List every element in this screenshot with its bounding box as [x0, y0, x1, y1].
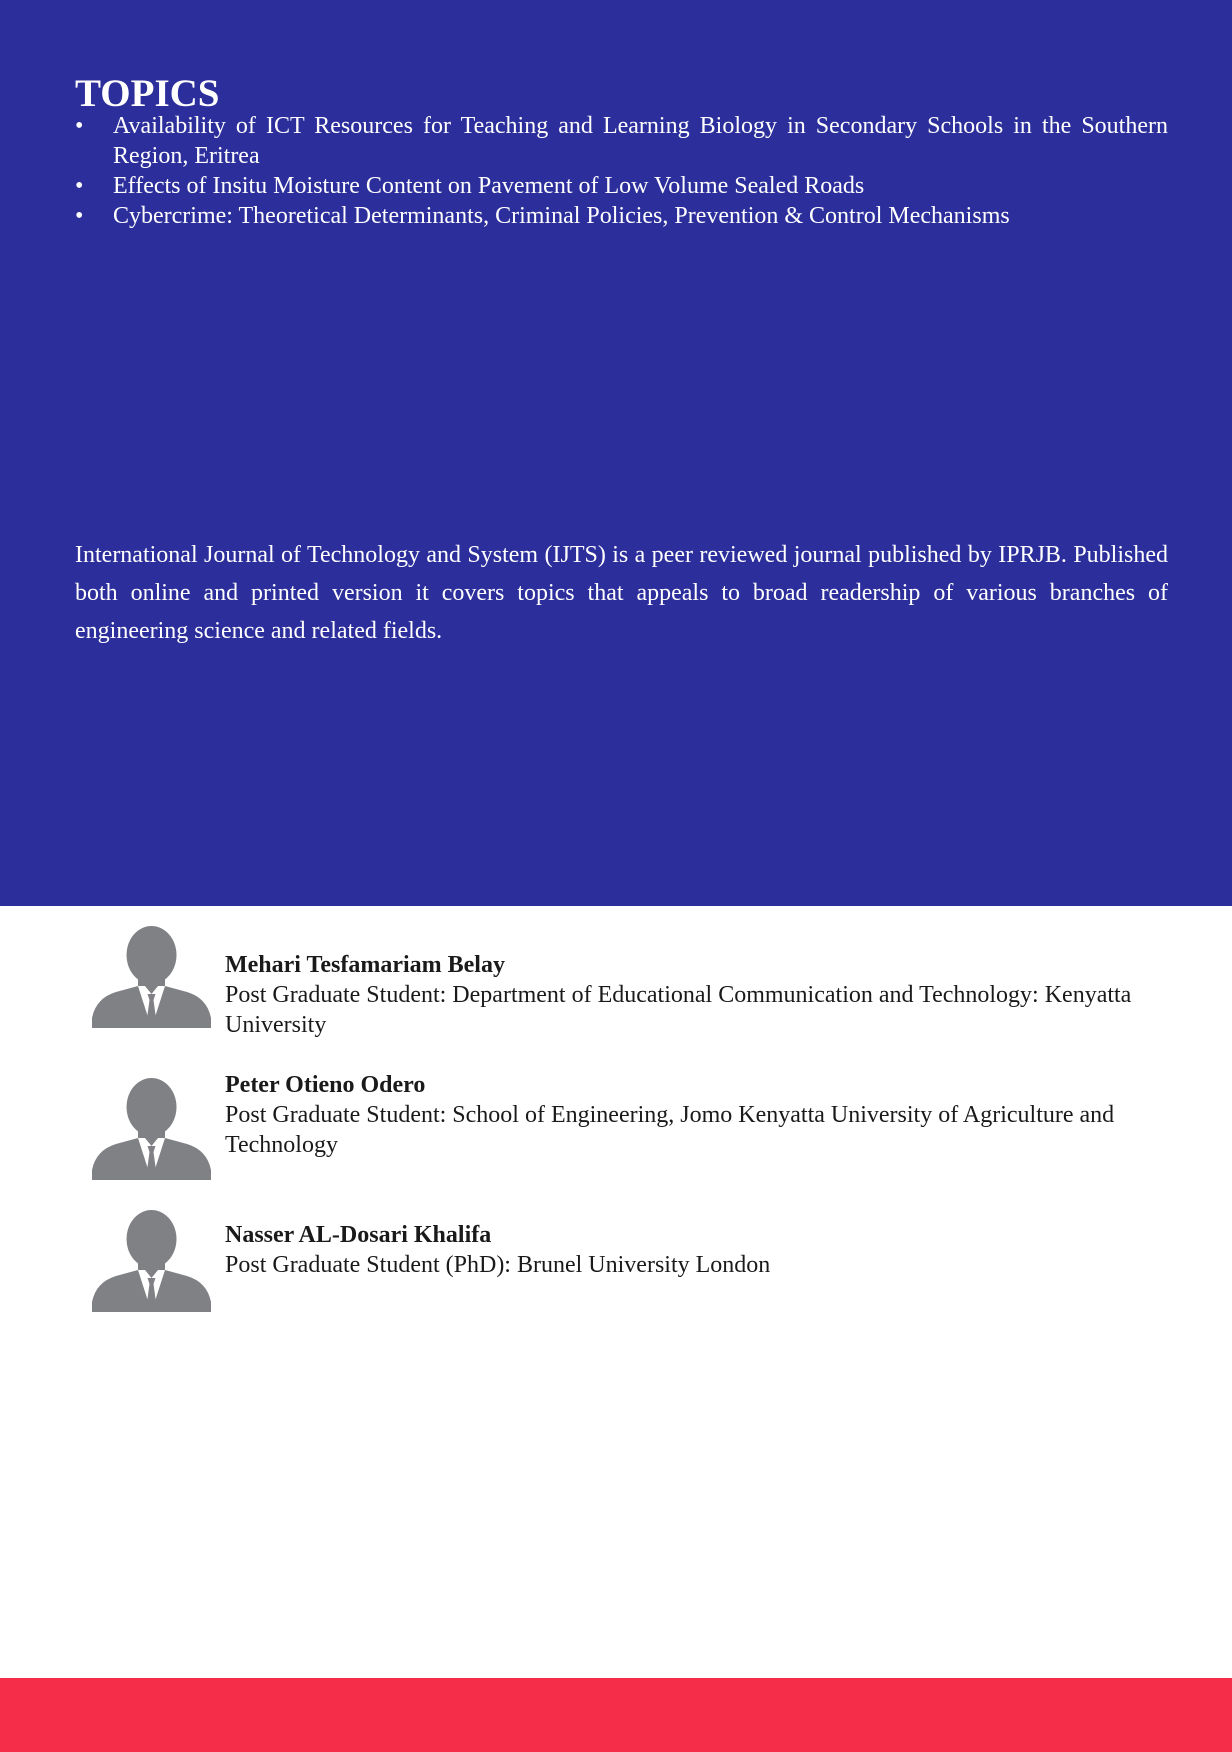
- author-name: Mehari Tesfamariam Belay: [225, 952, 505, 978]
- topic-text: Availability of ICT Resources for Teaching and Learning Biology in Secondary Schools in the Southern Region, Eritrea: [113, 113, 1168, 169]
- topic-text: Cybercrime: Theoretical Determinants, Criminal Policies, Prevention & Control Mechanisms: [113, 203, 1010, 229]
- journal-description: International Journal of Technology and System (IJTS) is a peer reviewed journal published by IPRJB. Published both online and printed version it covers topics that appeals to broad readership of various branches of engineering science and related fields.: [75, 542, 1168, 644]
- topic-item: [75, 201, 1168, 231]
- topic-item: [75, 111, 1168, 171]
- author-text: [225, 1220, 1170, 1280]
- topic-item: [75, 171, 1168, 201]
- topic-list: [75, 111, 1168, 231]
- bullet: •: [75, 113, 84, 139]
- topics-heading: TOPICS: [75, 72, 220, 115]
- author-role: Post Graduate Student: School of Engineering, Jomo Kenyatta University of Agriculture and Technology: [225, 1102, 1115, 1158]
- avatar-icon: [92, 1206, 211, 1312]
- topic-text: Effects of Insitu Moisture Content on Pavement of Low Volume Sealed Roads: [113, 173, 865, 199]
- author-name: Peter Otieno Odero: [225, 1072, 426, 1098]
- author-text: [225, 950, 1170, 1040]
- author-role: Post Graduate Student (PhD): Brunel University London: [225, 1252, 771, 1278]
- avatar-icon: [92, 1074, 211, 1180]
- bullet: •: [75, 173, 84, 199]
- footer-bar: [0, 1678, 1232, 1752]
- author-name: Nasser AL-Dosari Khalifa: [225, 1222, 492, 1248]
- bullet: •: [75, 203, 84, 229]
- author-text: [225, 1070, 1170, 1160]
- avatar-icon: [92, 922, 211, 1028]
- author-role: Post Graduate Student: Department of Educational Communication and Technology: Kenyatta University: [225, 982, 1132, 1038]
